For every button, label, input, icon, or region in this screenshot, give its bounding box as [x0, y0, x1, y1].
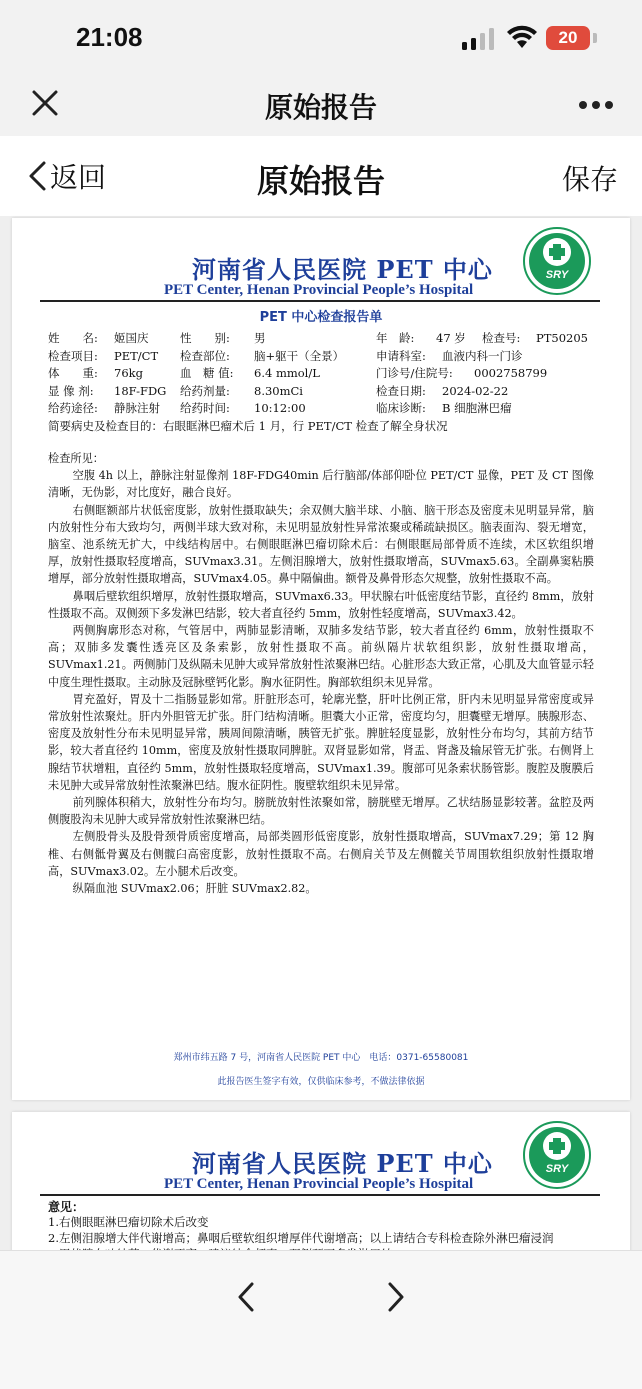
more-icon[interactable]: [578, 100, 614, 110]
footer-note: 此报告医生签字有效，仅供临床参考，不做法律依据: [217, 1077, 425, 1087]
info-value: 10:12:00: [254, 401, 306, 415]
info-value: 脑+躯干（全景）: [254, 348, 345, 363]
info-value: 姬国庆: [114, 331, 149, 345]
bottom-toolbar: [0, 1250, 642, 1389]
back-label: 返回: [50, 161, 107, 194]
info-label: 体 重:: [48, 366, 98, 380]
header-divider: [40, 300, 600, 302]
chevron-right-icon[interactable]: [382, 1281, 410, 1313]
hospital-name-en: PET Center, Henan Provincial People’s Hospital: [164, 282, 474, 298]
opinion-item: 2.左侧泪腺增大伴代谢增高；鼻咽后壁软组织增厚伴代谢增高；以上请结合专科检查除外淋巴瘤浸润: [48, 1231, 554, 1245]
info-value: 0002758799: [474, 366, 548, 380]
info-label: 检查日期:: [376, 383, 426, 398]
opinion-item: 1.右侧眼眶淋巴瘤切除术后改变: [48, 1215, 209, 1229]
info-value: 血液内科一门诊: [442, 348, 523, 363]
report-title: PET 中心检查报告单: [259, 310, 383, 325]
info-label: 检查号:: [482, 331, 521, 345]
battery-icon: 20: [546, 26, 590, 50]
info-label: 检查项目:: [48, 348, 98, 363]
findings-paragraph: 胃充盈好，胃及十二指肠显影如常。肝脏形态可，轮廓光整，肝叶比例正常，肝内未见明显异常密度或异常放射性浓聚灶。肝内外胆管无扩张。肝门结构清晰。胆囊大小正常，密度均匀，胆囊壁无增厚。胰腺形态、密度及放射性分布未见明显异常，胰周间隙清晰，胰管无扩张。脾脏轻度显影，放射性分布均匀，其前方结节影，较大者直径约 10mm，密度及放射性摄取同脾脏。双肾显影如常，肾盂、肾盏及输尿管无扩张。右侧肾上腺结节状增粗，直径约 5mm，放射性摄取轻度增高，SUVmax1.39。腹部可见条索状肠管影。腹腔及腹膜后未见肿大或异常放射性浓聚淋巴结。腹水征阴性。腹壁软组织未见异常。: [48, 692, 594, 792]
battery-tip: [593, 33, 597, 43]
info-value: PT50205: [536, 331, 588, 345]
info-row: [48, 365, 608, 383]
footer-address: 郑州市纬五路 7 号，河南省人民医院 PET 中心 电话：0371-65580081: [173, 1053, 469, 1063]
hospital-logo-icon: [522, 226, 592, 296]
info-row: [48, 383, 608, 401]
chevron-left-icon[interactable]: [232, 1281, 260, 1313]
page-header: [0, 136, 642, 216]
info-value: 男: [254, 331, 266, 345]
hospital-name-en: PET Center, Henan Provincial People’s Hospital: [164, 1176, 474, 1192]
findings-paragraph: 右侧眶额部片状低密度影，放射性摄取缺失；余双侧大脑半球、小脑、脑干形态及密度未见明显异常，脑内放射性分布大致均匀，两侧半球大致对称，未见明显放射性异常浓聚或稀疏缺损区。脑表面沟、裂无增宽，脑室、池系统无扩大，中线结构居中。右侧眼眶淋巴瘤切除术后：右侧眼眶局部骨质不连续，术区软组织增厚，放射性摄取轻度增高，SUVmax3.31。左侧泪腺增大，放射性摄取增高，SUVmax5.63。全副鼻窦粘膜增厚，部分放射性摄取增高，SUVmax4.05。鼻中隔偏曲。额骨及鼻骨形态欠规整，放射性摄取不高。: [48, 503, 594, 586]
save-button[interactable]: 保存: [561, 163, 618, 196]
info-label: 显 像 剂:: [48, 383, 94, 398]
findings-paragraph: 两侧胸廓形态对称，气管居中，两肺显影清晰，双肺多发结节影，较大者直径约 6mm，放射性摄取不高；双肺多发囊性透亮区及条索影，放射性摄取不高。前纵隔片状软组织影，放射性摄取增高，SUVmax1.21。两侧肺门及纵隔未见肿大或异常放射性浓聚淋巴结。心脏形态大致正常，心肌及大血管显示轻中度生理性摄取。主动脉及冠脉壁钙化影。胸水征阴性。胸部软组织未见异常。: [48, 624, 594, 689]
findings-paragraph: 纵隔血池 SUVmax2.06；肝脏 SUVmax2.82。: [72, 882, 317, 896]
top-nav-title: 原始报告: [264, 91, 377, 124]
wifi-icon: [506, 24, 538, 50]
info-value: 18F-FDG: [114, 383, 167, 398]
top-nav: [0, 72, 642, 136]
info-row: [48, 348, 608, 366]
hospital-name-cn: 河南省人民医院 PET 中心: [192, 255, 493, 284]
info-value: 47 岁: [436, 331, 466, 345]
findings-heading: 检查所见：: [48, 452, 104, 465]
info-value: 6.4 mmol/L: [254, 366, 320, 380]
logo-text: SRY: [545, 269, 569, 281]
info-label: 临床诊断:: [376, 401, 426, 415]
info-value: 8.30mCi: [254, 383, 303, 398]
info-value: 静脉注射: [114, 401, 160, 415]
status-bar: [0, 0, 642, 72]
info-label: 年 龄:: [376, 331, 415, 345]
info-row: [48, 330, 608, 348]
info-value: 2024-02-22: [442, 383, 509, 398]
brief-history: 简要病史及检查目的：右眼眶淋巴瘤术后 1 月，行 PET/CT 检查了解全身状况: [48, 419, 448, 433]
info-label: 性 别:: [180, 331, 230, 345]
info-value: B 细胞淋巴瘤: [442, 401, 512, 415]
header-divider: [40, 1194, 600, 1196]
opinion-heading: 意见：: [48, 1200, 85, 1214]
info-label: 检查部位:: [180, 348, 230, 363]
page-title: 原始报告: [256, 162, 385, 200]
info-value: PET/CT: [114, 348, 159, 363]
logo-text: SRY: [545, 1163, 569, 1175]
info-row: [48, 400, 608, 418]
info-label: 申请科室:: [376, 348, 426, 363]
signal-icon: [462, 28, 496, 50]
report-page-1: [12, 218, 630, 1100]
info-label: 给药剂量:: [180, 383, 230, 398]
findings-paragraph: 空腹 4h 以上，静脉注射显像剂 18F-FDG40min 后行脑部/体部仰卧位 PET/CT 显像，PET 及 CT 图像清晰，无伪影，对比度好，融合良好。: [48, 469, 594, 500]
info-label: 给药途径:: [48, 401, 98, 415]
info-label: 门诊号/住院号:: [376, 366, 453, 380]
info-label: 给药时间:: [180, 401, 230, 415]
patient-info: [48, 330, 608, 418]
hospital-name-cn: 河南省人民医院 PET 中心: [192, 1149, 493, 1178]
report-viewer[interactable]: [0, 216, 642, 1250]
hospital-logo-icon: [522, 1120, 592, 1190]
info-label: 血 糖 值:: [180, 366, 234, 380]
findings-paragraph: 左侧股骨头及股骨颈骨质密度增高，局部类圆形低密度影，放射性摄取增高，SUVmax7.29；第 12 胸椎、右侧骶骨翼及右侧髋臼高密度影，放射性摄取不高。右侧肩关节及左侧髋关节周围软组织放射性摄取增高，SUVmax3.02。左小腿术后改变。: [48, 830, 594, 878]
findings-paragraph: 前列腺体积稍大，放射性分布均匀。膀胱放射性浓聚如常，膀胱壁无增厚。乙状结肠显影较著。盆腔及两侧腹股沟未见肿大或异常放射性浓聚淋巴结。: [48, 796, 594, 827]
info-value: 76kg: [114, 366, 143, 380]
findings-section: [48, 450, 594, 897]
status-time: 21:08: [76, 22, 143, 52]
info-label: 姓 名:: [48, 331, 98, 345]
findings-paragraph: 鼻咽后壁软组织增厚，放射性摄取增高，SUVmax6.33。甲状腺右叶低密度结节影，直径约 8mm，放射性摄取不高。双侧颈下多发淋巴结影，较大者直径约 5mm，放射性轻度增高，SUVmax3.42。: [48, 589, 594, 620]
